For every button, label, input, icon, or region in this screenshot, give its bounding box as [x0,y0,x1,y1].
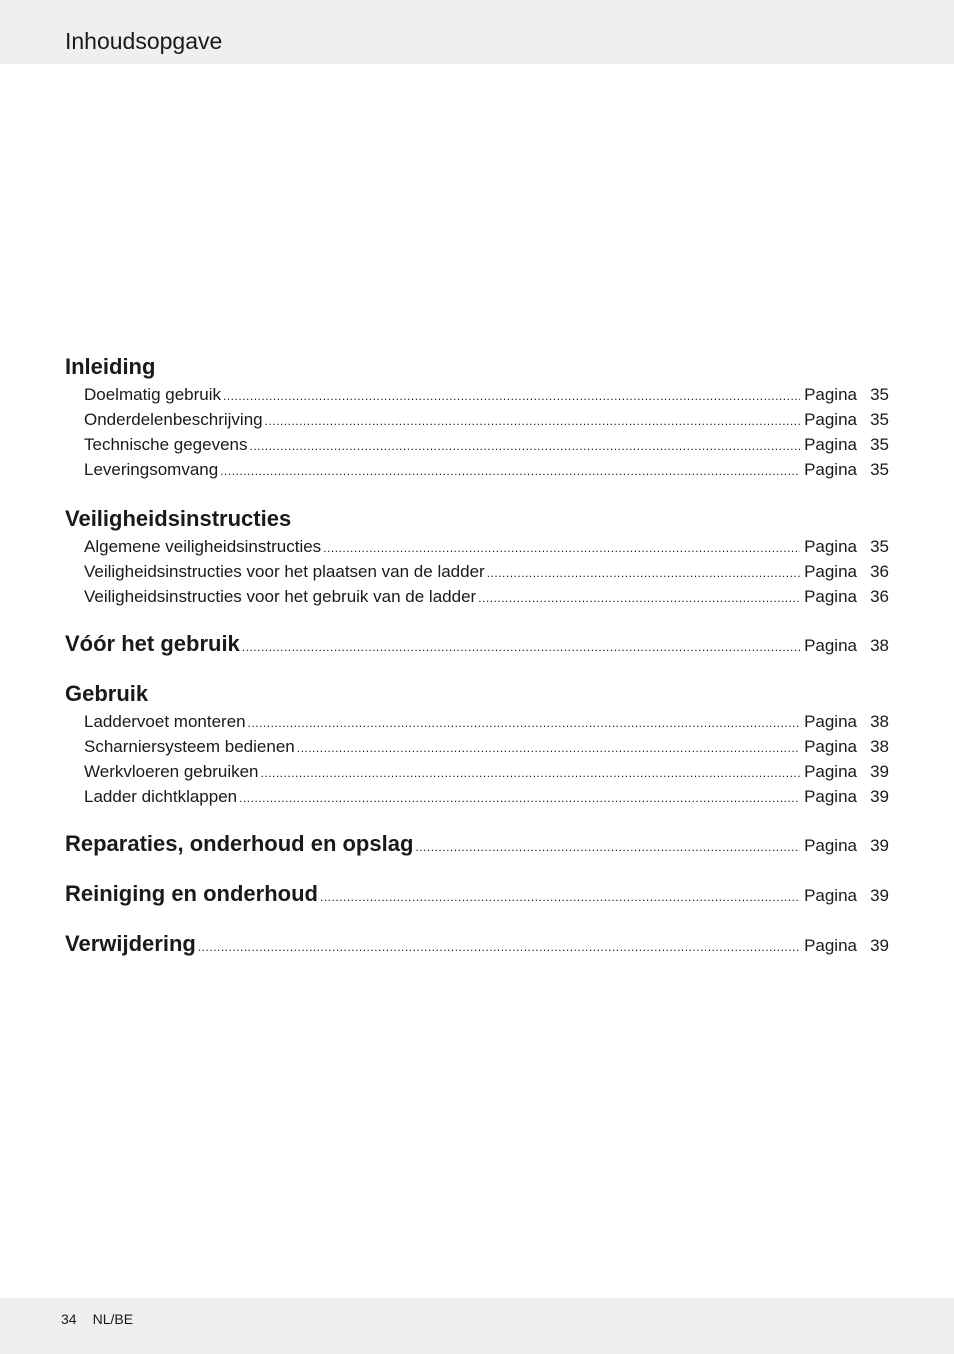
entry-label: Algemene veiligheidsinstructies [84,537,322,556]
dot-leader [239,786,800,811]
dot-leader [223,384,800,409]
toc-section-inleiding [65,352,889,482]
page-word: Pagina [804,636,857,655]
toc-entry-reparaties[interactable] [65,829,889,859]
page-word: Pagina [804,787,857,806]
section-heading: Vóór het gebruik [65,631,240,656]
toc-entry-verwijdering[interactable] [65,929,889,959]
entry-label: Leveringsomvang [84,460,219,479]
dot-leader [248,711,800,736]
dot-leader [478,586,800,611]
dot-leader [487,561,800,586]
page-word: Pagina [804,410,857,429]
toc-entry[interactable] [65,734,889,759]
dot-leader [220,459,800,484]
page-number: 39 [870,936,889,955]
toc-entry[interactable] [65,709,889,734]
page-word: Pagina [804,886,857,905]
page-number: 35 [870,435,889,454]
page-word: Pagina [804,537,857,556]
dot-leader [265,409,800,434]
section-heading: Veiligheidsinstructies [65,506,292,531]
page-number: 35 [870,410,889,429]
toc-entry[interactable] [65,457,889,482]
entry-label: Laddervoet monteren [84,712,246,731]
page-word: Pagina [804,435,857,454]
entry-label: Onderdelenbeschrijving [84,410,263,429]
dot-leader [323,536,800,561]
toc-entry-voor-gebruik[interactable] [65,629,889,659]
toc-entry[interactable] [65,559,889,584]
toc-section-gebruik [65,679,889,809]
section-heading: Reparaties, onderhoud en opslag [65,831,414,856]
toc-entry[interactable] [65,759,889,784]
page-number: 39 [870,762,889,781]
entry-label: Veiligheidsinstructies voor het plaatsen van de ladder [84,562,485,581]
footer-locale: NL/BE [92,1311,134,1327]
toc-entry-reiniging[interactable] [65,879,889,909]
table-of-contents [65,352,889,959]
dot-leader [415,832,800,862]
page-number: 35 [870,385,889,404]
page-word: Pagina [804,936,857,955]
page-number: 36 [870,587,889,606]
section-heading: Inleiding [65,354,156,379]
entry-label: Veiligheidsinstructies voor het gebruik van de ladder [84,587,477,606]
page-word: Pagina [804,562,857,581]
page-word: Pagina [804,712,857,731]
toc-entry[interactable] [65,534,889,559]
entry-label: Werkvloeren gebruiken [84,762,259,781]
page-word: Pagina [804,460,857,479]
dot-leader [320,882,800,912]
page-number: 39 [870,886,889,905]
footer [61,1310,133,1328]
dot-leader [261,761,801,786]
toc-entry[interactable] [65,784,889,809]
dot-leader [198,932,800,962]
entry-label: Ladder dichtklappen [84,787,238,806]
footer-band [0,1298,954,1354]
footer-page-number: 34 [61,1311,77,1327]
dot-leader [250,434,801,459]
page-number: 39 [870,836,889,855]
page-number: 39 [870,787,889,806]
entry-label: Technische gegevens [84,435,248,454]
page-number: 35 [870,537,889,556]
section-heading: Reiniging en onderhoud [65,881,318,906]
toc-entry[interactable] [65,382,889,407]
section-heading: Verwijdering [65,931,196,956]
dot-leader [242,632,800,662]
page-number: 36 [870,562,889,581]
page-word: Pagina [804,836,857,855]
page-word: Pagina [804,737,857,756]
entry-label: Doelmatig gebruik [84,385,222,404]
page-number: 35 [870,460,889,479]
page-number: 38 [870,712,889,731]
toc-entry[interactable] [65,432,889,457]
page-number: 38 [870,636,889,655]
entry-label: Scharniersysteem bedienen [84,737,295,756]
dot-leader [297,736,800,761]
toc-entry[interactable] [65,584,889,609]
page-word: Pagina [804,385,857,404]
section-heading: Gebruik [65,681,149,706]
page-title: Inhoudsopgave [65,28,223,54]
page-word: Pagina [804,587,857,606]
page-word: Pagina [804,762,857,781]
toc-entry[interactable] [65,407,889,432]
page-number: 38 [870,737,889,756]
toc-section-veiligheid [65,504,889,609]
